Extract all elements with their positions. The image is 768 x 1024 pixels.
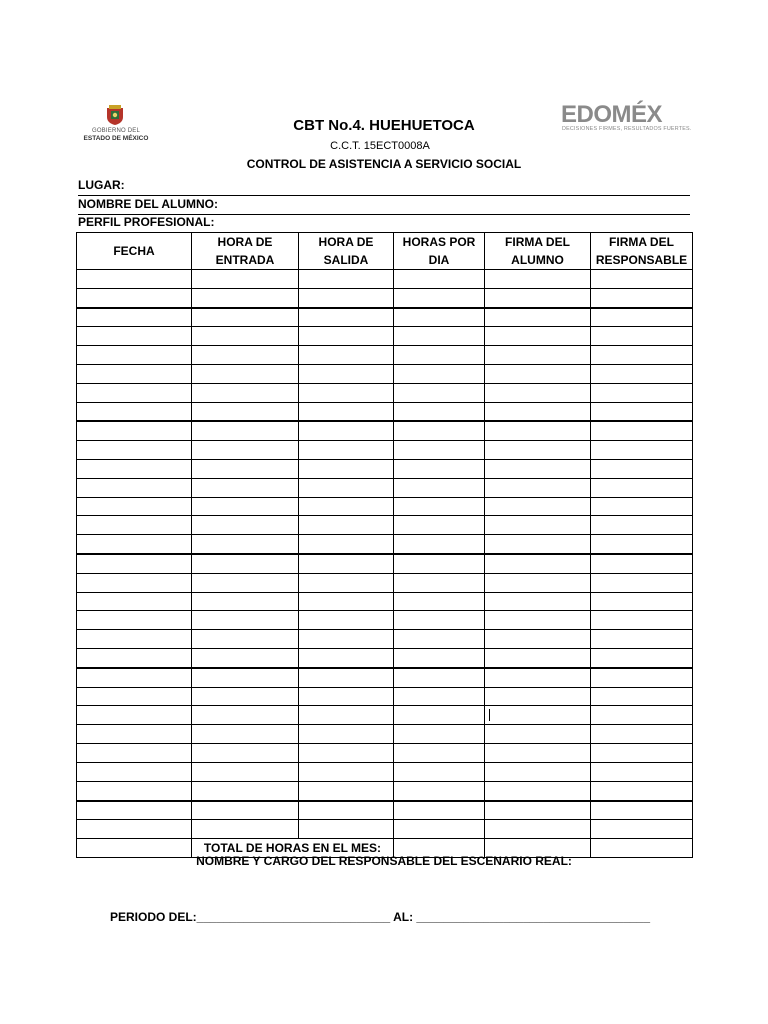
cell[interactable] <box>591 687 693 706</box>
table-body <box>77 270 693 858</box>
cell[interactable] <box>192 270 299 289</box>
cell[interactable] <box>192 744 299 763</box>
cell[interactable] <box>591 592 693 611</box>
cell[interactable] <box>485 781 591 800</box>
cell[interactable] <box>192 346 299 365</box>
cell[interactable] <box>591 648 693 667</box>
cell[interactable] <box>591 346 693 365</box>
cell[interactable] <box>77 648 192 667</box>
cell[interactable] <box>394 573 485 592</box>
header-text: HORA DE <box>318 235 374 249</box>
cell[interactable] <box>394 497 485 516</box>
header-hora-entrada <box>192 233 299 270</box>
cell[interactable] <box>299 630 394 649</box>
table-row <box>77 744 693 763</box>
cell[interactable] <box>394 762 485 781</box>
cell[interactable] <box>192 554 299 573</box>
cell[interactable] <box>77 364 192 383</box>
cell[interactable] <box>591 270 693 289</box>
attendance-table <box>76 232 693 858</box>
cell[interactable] <box>77 611 192 630</box>
header-firma-alumno <box>485 233 591 270</box>
header-horas-por-dia <box>394 233 485 270</box>
cell[interactable] <box>77 383 192 402</box>
cell[interactable] <box>485 554 591 573</box>
cell[interactable] <box>299 744 394 763</box>
cell[interactable] <box>299 421 394 440</box>
cell[interactable] <box>299 592 394 611</box>
cell[interactable] <box>77 478 192 497</box>
table-row <box>77 327 693 346</box>
cell[interactable] <box>591 535 693 554</box>
cell[interactable] <box>591 630 693 649</box>
cell[interactable] <box>485 364 591 383</box>
cell[interactable] <box>485 288 591 307</box>
cell[interactable] <box>77 781 192 800</box>
cct-code: C.C.T. 15ECT0008A <box>330 140 430 152</box>
cell[interactable] <box>485 478 591 497</box>
cell[interactable] <box>192 383 299 402</box>
cell[interactable] <box>192 725 299 744</box>
table-row <box>77 402 693 421</box>
table-row <box>77 592 693 611</box>
cell[interactable] <box>77 516 192 535</box>
cell[interactable] <box>77 308 192 327</box>
wordmark-part-b: MÉX <box>611 101 663 128</box>
cell[interactable] <box>485 421 591 440</box>
cell[interactable] <box>591 478 693 497</box>
header-text: SALIDA <box>323 253 369 267</box>
table-row <box>77 706 693 725</box>
logo-line-1: GOBIERNO DEL <box>91 128 141 134</box>
header-text: ALUMNO <box>511 253 564 267</box>
cell[interactable] <box>77 744 192 763</box>
cell[interactable] <box>394 516 485 535</box>
cell[interactable] <box>394 288 485 307</box>
cell[interactable] <box>394 801 485 820</box>
cell[interactable] <box>394 592 485 611</box>
cell[interactable] <box>485 648 591 667</box>
cell[interactable] <box>77 535 192 554</box>
cell[interactable] <box>192 327 299 346</box>
cell[interactable] <box>192 706 299 725</box>
cell[interactable] <box>192 421 299 440</box>
cell[interactable] <box>485 459 591 478</box>
cell[interactable] <box>591 459 693 478</box>
cell[interactable] <box>299 611 394 630</box>
cell[interactable] <box>77 421 192 440</box>
table-row <box>77 364 693 383</box>
header-fecha-text: FECHA <box>113 244 155 258</box>
cell[interactable] <box>299 402 394 421</box>
cell[interactable] <box>485 535 591 554</box>
table-row <box>77 497 693 516</box>
cell[interactable] <box>77 554 192 573</box>
cell[interactable] <box>394 402 485 421</box>
cell[interactable] <box>394 687 485 706</box>
table-row <box>77 801 693 820</box>
cell[interactable] <box>485 801 591 820</box>
cell[interactable] <box>299 516 394 535</box>
cell[interactable] <box>394 781 485 800</box>
table-row <box>77 725 693 744</box>
cell[interactable] <box>591 308 693 327</box>
cell[interactable] <box>77 725 192 744</box>
table-row <box>77 516 693 535</box>
cell[interactable] <box>77 592 192 611</box>
cell[interactable] <box>192 648 299 667</box>
table-row <box>77 687 693 706</box>
cell[interactable] <box>299 554 394 573</box>
table-row <box>77 630 693 649</box>
cell[interactable] <box>192 308 299 327</box>
cell[interactable] <box>299 497 394 516</box>
table-row <box>77 573 693 592</box>
cell[interactable] <box>591 744 693 763</box>
table-row <box>77 820 693 839</box>
cell[interactable] <box>394 441 485 460</box>
table-row <box>77 781 693 800</box>
cell[interactable] <box>394 346 485 365</box>
cell[interactable] <box>77 687 192 706</box>
cell[interactable] <box>591 497 693 516</box>
cell[interactable] <box>299 383 394 402</box>
cell[interactable] <box>394 630 485 649</box>
cell[interactable] <box>192 687 299 706</box>
table-row <box>77 441 693 460</box>
cell[interactable] <box>77 573 192 592</box>
cell[interactable] <box>485 383 591 402</box>
cell[interactable] <box>485 573 591 592</box>
header-text: FIRMA DEL <box>505 235 570 249</box>
header-text: DIA <box>428 253 450 267</box>
wordmark-part-a: EDO <box>561 101 612 128</box>
cell[interactable] <box>394 554 485 573</box>
cell[interactable] <box>394 421 485 440</box>
cell[interactable] <box>591 327 693 346</box>
cell[interactable] <box>485 630 591 649</box>
cell[interactable] <box>77 270 192 289</box>
cell[interactable] <box>192 820 299 839</box>
cell[interactable] <box>299 288 394 307</box>
cell[interactable] <box>394 270 485 289</box>
cell[interactable] <box>192 611 299 630</box>
cell[interactable] <box>299 308 394 327</box>
cell[interactable] <box>591 421 693 440</box>
cell[interactable] <box>77 706 192 725</box>
cell[interactable] <box>394 308 485 327</box>
table-row <box>77 535 693 554</box>
cell[interactable] <box>299 668 394 687</box>
cell[interactable] <box>192 497 299 516</box>
cell[interactable] <box>394 327 485 346</box>
cell[interactable] <box>299 364 394 383</box>
cell[interactable] <box>77 762 192 781</box>
cell[interactable] <box>485 346 591 365</box>
cell[interactable] <box>485 744 591 763</box>
cell[interactable] <box>394 383 485 402</box>
cell[interactable] <box>485 327 591 346</box>
cell[interactable] <box>192 762 299 781</box>
cell[interactable] <box>77 459 192 478</box>
cell[interactable] <box>299 725 394 744</box>
table-row <box>77 308 693 327</box>
periodo-line[interactable]: PERIODO DEL:_____________________________ AL: ___________________________________ <box>110 910 651 924</box>
cell[interactable] <box>591 383 693 402</box>
cell[interactable] <box>485 762 591 781</box>
cell[interactable] <box>192 459 299 478</box>
responsable-label: NOMBRE Y CARGO DEL RESPONSABLE DEL ESCENARIO REAL: <box>196 854 572 868</box>
header-text: ENTRADA <box>215 253 275 267</box>
table-header-row <box>77 233 693 270</box>
cell[interactable] <box>77 346 192 365</box>
student-name-field[interactable]: NOMBRE DEL ALUMNO: <box>78 196 690 215</box>
cell[interactable] <box>394 706 485 725</box>
cell[interactable] <box>394 535 485 554</box>
cell[interactable] <box>192 535 299 554</box>
header-hora-salida <box>299 233 394 270</box>
cell[interactable] <box>192 668 299 687</box>
table-row <box>77 762 693 781</box>
table-row <box>77 668 693 687</box>
cell[interactable] <box>394 648 485 667</box>
cell[interactable] <box>299 270 394 289</box>
cell[interactable] <box>485 441 591 460</box>
cell[interactable] <box>77 497 192 516</box>
cell[interactable] <box>394 725 485 744</box>
table-row <box>77 346 693 365</box>
header-text: FIRMA DEL <box>609 235 674 249</box>
cell[interactable] <box>192 801 299 820</box>
header-firma-responsable <box>591 233 693 270</box>
table-row <box>77 459 693 478</box>
cell[interactable] <box>394 478 485 497</box>
table-row <box>77 611 693 630</box>
cell[interactable] <box>591 441 693 460</box>
cell[interactable] <box>192 573 299 592</box>
header-text: HORAS POR <box>402 235 476 249</box>
cell[interactable] <box>591 554 693 573</box>
cell[interactable] <box>77 441 192 460</box>
cell[interactable] <box>591 706 693 725</box>
logo-line-2: ESTADO DE MÉXICO <box>83 135 149 142</box>
cell[interactable] <box>591 611 693 630</box>
header-text: RESPONSABLE <box>595 253 688 267</box>
cell[interactable] <box>485 516 591 535</box>
cell[interactable] <box>485 497 591 516</box>
cell[interactable] <box>485 592 591 611</box>
cell[interactable] <box>591 573 693 592</box>
cell[interactable] <box>77 327 192 346</box>
cell[interactable] <box>299 706 394 725</box>
cell[interactable] <box>299 820 394 839</box>
cell[interactable] <box>591 668 693 687</box>
cell[interactable] <box>299 535 394 554</box>
cell[interactable] <box>591 762 693 781</box>
cell[interactable] <box>77 288 192 307</box>
cell[interactable] <box>77 630 192 649</box>
cell[interactable] <box>192 478 299 497</box>
cell[interactable] <box>192 364 299 383</box>
cell[interactable] <box>299 346 394 365</box>
table-row <box>77 270 693 289</box>
cell[interactable] <box>591 725 693 744</box>
cell[interactable] <box>591 402 693 421</box>
cell[interactable] <box>394 744 485 763</box>
document-title: CBT No.4. HUEHUETOCA <box>293 117 475 134</box>
cell[interactable] <box>394 668 485 687</box>
cell[interactable] <box>394 364 485 383</box>
cell[interactable] <box>77 820 192 839</box>
document-subtitle: CONTROL DE ASISTENCIA A SERVICIO SOCIAL <box>246 157 522 171</box>
cell[interactable] <box>485 687 591 706</box>
cell[interactable] <box>591 781 693 800</box>
cell[interactable] <box>485 820 591 839</box>
cell[interactable] <box>299 648 394 667</box>
cell[interactable] <box>485 402 591 421</box>
header-fecha <box>77 233 192 270</box>
cell[interactable] <box>299 687 394 706</box>
cell[interactable] <box>591 364 693 383</box>
cell[interactable] <box>591 516 693 535</box>
cell[interactable] <box>192 402 299 421</box>
edomex-tagline: DECISIONES FIRMES, RESULTADOS FUERTES. <box>562 126 692 132</box>
cell[interactable] <box>299 801 394 820</box>
table-row <box>77 288 693 307</box>
cell[interactable] <box>394 611 485 630</box>
cell[interactable] <box>485 706 591 725</box>
text-cursor-mark <box>489 709 490 721</box>
cell[interactable] <box>591 801 693 820</box>
cell[interactable] <box>192 441 299 460</box>
total-hours-label: TOTAL DE HORAS EN EL MES: <box>192 839 394 858</box>
table-row <box>77 554 693 573</box>
cell[interactable] <box>299 781 394 800</box>
cell[interactable] <box>299 478 394 497</box>
cell[interactable] <box>192 288 299 307</box>
table-row <box>77 421 693 440</box>
cell[interactable] <box>591 820 693 839</box>
cell[interactable] <box>299 573 394 592</box>
cell[interactable] <box>485 611 591 630</box>
cell[interactable] <box>192 781 299 800</box>
cell[interactable] <box>394 459 485 478</box>
cell[interactable] <box>77 801 192 820</box>
cell[interactable] <box>485 270 591 289</box>
header-text: HORA DE <box>217 235 273 249</box>
cell[interactable] <box>299 441 394 460</box>
lugar-field[interactable]: LUGAR: <box>78 177 690 196</box>
cell[interactable] <box>299 459 394 478</box>
cell[interactable] <box>485 308 591 327</box>
table-row <box>77 383 693 402</box>
table-row <box>77 648 693 667</box>
cell[interactable] <box>485 668 591 687</box>
cell[interactable] <box>394 820 485 839</box>
cell[interactable] <box>299 762 394 781</box>
cell[interactable] <box>77 668 192 687</box>
cell[interactable] <box>591 288 693 307</box>
cell[interactable] <box>77 402 192 421</box>
cell[interactable] <box>192 630 299 649</box>
perfil-profesional-field[interactable]: PERFIL PROFESIONAL: <box>78 215 215 229</box>
cell[interactable] <box>299 327 394 346</box>
cell[interactable] <box>485 725 591 744</box>
cell[interactable] <box>192 516 299 535</box>
table-row <box>77 478 693 497</box>
cell[interactable] <box>192 592 299 611</box>
